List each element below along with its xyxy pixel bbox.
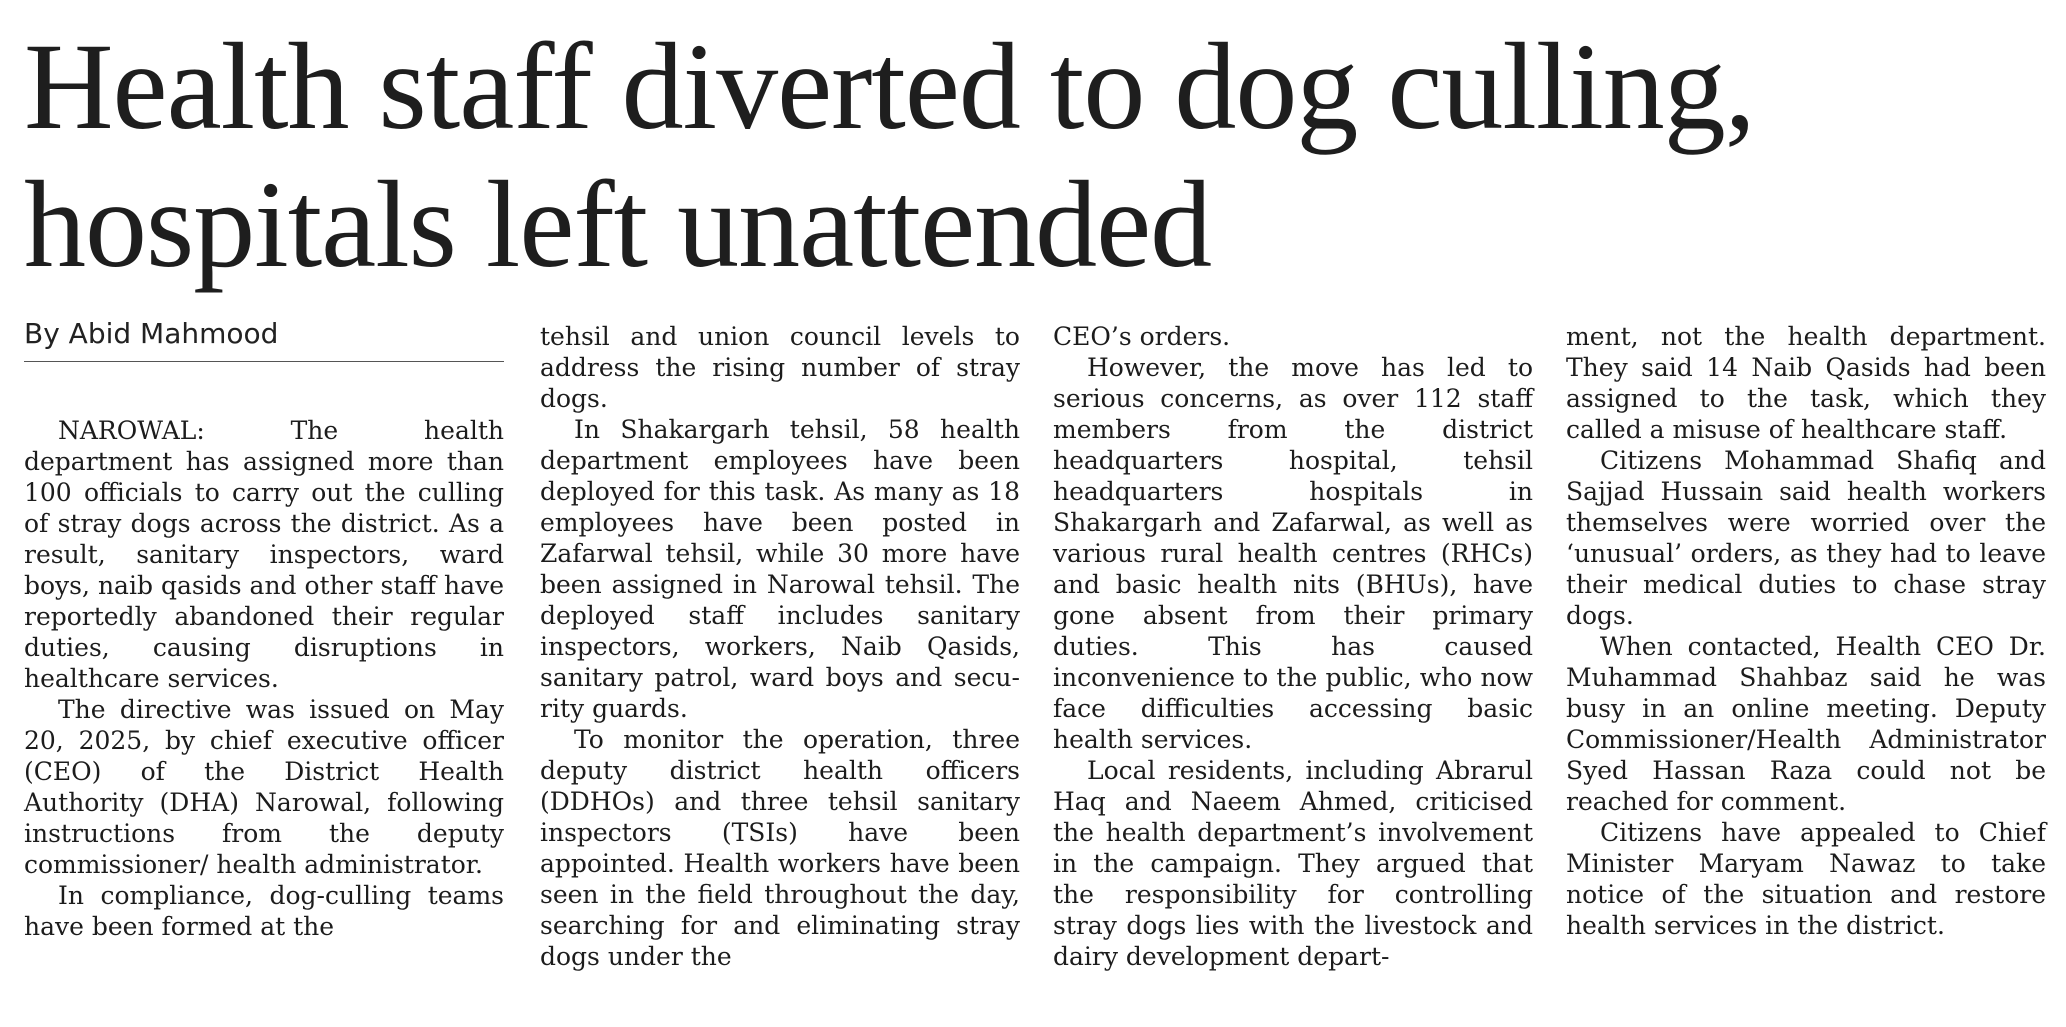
byline-divider	[24, 361, 504, 362]
paragraph: However, the move has led to serious concerns, as over 112 staff members from the district headquarters hospital, tehsil headquarters hospitals in Shakargarh and Zafarwal, as well as various rural health centres (RHCs) and basic health nits (BHUs), have gone absent from their primary duties. This has caused inconvenience to the public, who now face difficulties accessing basic health services.	[1053, 353, 1533, 754]
paragraph: The directive was issued on May 20, 2025, by chief executive officer (CEO) of the District Health Authority (DHA) Narowal, following instructions from the deputy commissioner/ health administrator.	[24, 695, 504, 879]
paragraph: Local residents, including Abrarul Haq and Naeem Ahmed, criticised the health department’s involvement in the campaign. They argued that the responsibility for controlling stray dogs lies with the livestock and dairy development depart-	[1053, 756, 1533, 971]
paragraph: In Shakargarh tehsil, 58 health department employees have been deployed for this task. As many as 18 employees have been posted in Zafarwal tehsil, while 30 more have been assigned in Narowal tehsil. The deployed staff includes sanitary inspectors, workers, Naib Qasids, sanitary patrol, ward boys and security guards.	[540, 415, 1020, 723]
paragraph: Citizens have appealed to Chief Minister Maryam Nawaz to take notice of the situation and restore health services in the district.	[1566, 818, 2046, 940]
paragraph: To monitor the operation, three deputy district health officers (DDHOs) and three tehsil sanitary inspectors (TSIs) have been appointed. Health workers have been seen in the field throughout the day, searching for and eliminating stray dogs under the	[540, 725, 1020, 971]
byline: By Abid Mahmood	[24, 317, 279, 350]
column-4	[1566, 321, 2046, 941]
paragraph: Citizens Mohammad Shafiq and Sajjad Hussain said health workers themselves were worried over the ‘unusual’ orders, as they had to leave their medical duties to chase stray dogs.	[1566, 446, 2046, 630]
headline-line-2: hospitals left unattended	[24, 156, 1212, 293]
paragraph-continued: CEO’s orders.	[1053, 322, 1231, 351]
paragraph-continued: ment, not the health department. They said 14 Naib Qasids had been assigned to the task, which they called a misuse of healthcare staff.	[1566, 322, 2046, 444]
paragraph: When contacted, Health CEO Dr. Muhammad Shahbaz said he was busy in an online meeting. Deputy Commissioner/Health Administrator Syed Hassan Raza could not be reached for comment.	[1566, 632, 2046, 816]
column-3	[1053, 321, 1533, 972]
article-headline	[24, 18, 2014, 294]
headline-line-1: Health staff diverted to dog culling,	[24, 18, 1755, 155]
column-1	[24, 415, 504, 942]
paragraph-continued: tehsil and union council levels to address the rising number of stray dogs.	[540, 322, 1020, 413]
paragraph: In compliance, dog-culling teams have been formed at the	[24, 881, 504, 941]
column-2	[540, 321, 1020, 972]
paragraph: NAROWAL: The health department has assigned more than 100 officials to carry out the culling of stray dogs across the district. As a result, sanitary inspectors, ward boys, naib qasids and other staff have reportedly abandoned their regular duties, causing disruptions in healthcare services.	[24, 416, 504, 693]
